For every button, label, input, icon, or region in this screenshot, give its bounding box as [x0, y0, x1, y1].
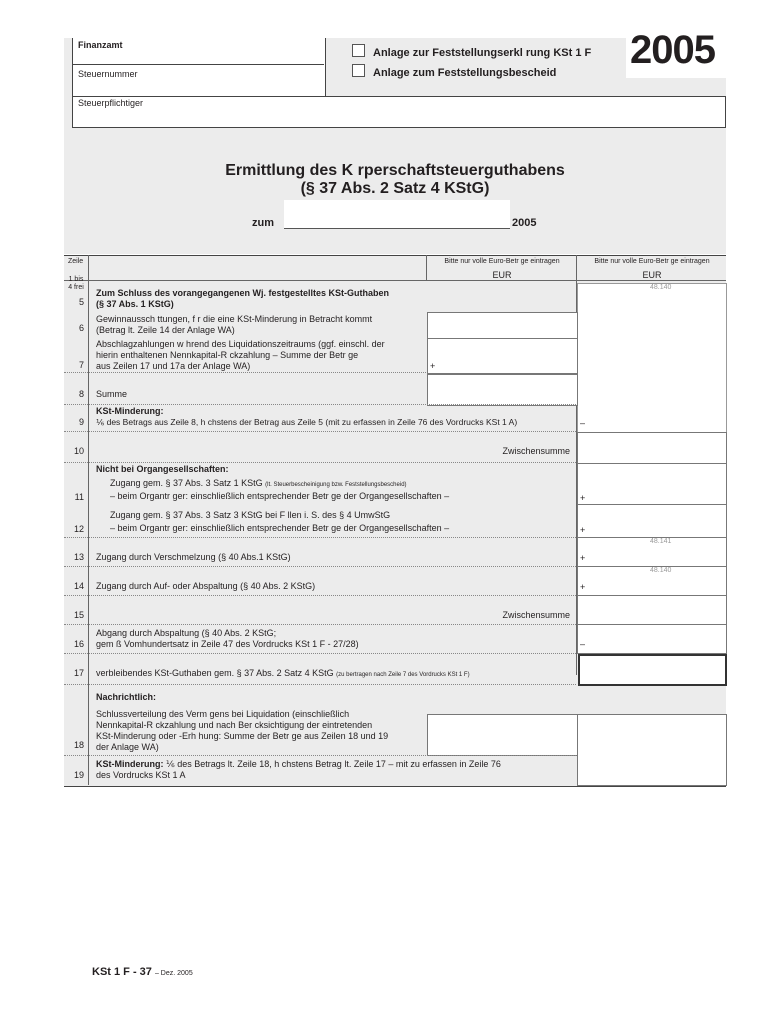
- line-18-amount-field[interactable]: [427, 714, 578, 756]
- line-14-plus: +: [580, 582, 586, 592]
- line-number-18: 18: [73, 740, 84, 750]
- row-separator: [64, 566, 576, 567]
- zum-year-label: 2005: [512, 217, 537, 229]
- col1-column-divider: [426, 255, 427, 280]
- header-divider: [72, 64, 324, 65]
- feststellungserklaerung-label: Anlage zur Feststellungserkl rung KSt 1 F: [373, 47, 592, 59]
- steuerpflichtiger-label: Steuerpflichtiger: [78, 98, 144, 108]
- line-8-amount-field[interactable]: [427, 374, 578, 406]
- form-code: [92, 966, 193, 978]
- line-number-5: 5: [78, 297, 84, 307]
- line-18-text-2: Nennkapital-R ckzahlung und nach Ber cksichtigung der eintretenden: [96, 720, 373, 730]
- line-5-text: Zum Schluss des vorangegangenen Wj. festgestelltes KSt-Guthaben: [96, 288, 390, 298]
- line-number-13: 13: [73, 552, 84, 562]
- finanzamt-label: Finanzamt: [78, 40, 123, 50]
- line-number-8: 8: [78, 389, 84, 399]
- line-7-text-2: hierin enthaltenen Nennkapital-R ckzahlung – Summe der Betr ge: [96, 350, 359, 360]
- kennzahl-48140-a: 48.140: [650, 284, 672, 291]
- line-9-text: KSt-Minderung:: [96, 406, 164, 416]
- form-code-label: KSt 1 F - 37: [92, 966, 152, 978]
- line-6-amount-field[interactable]: [427, 312, 578, 339]
- line-number-17: 17: [73, 668, 84, 678]
- line-16-amount-field[interactable]: [577, 624, 727, 654]
- line-16-minus: –: [580, 639, 586, 649]
- line-14-text: Zugang durch Auf- oder Abspaltung (§ 40 Abs. 2 KStG): [96, 581, 316, 591]
- line-9-text-2: ⅙ des Betrags aus Zeile 8, h chstens der Betrag aus Zeile 5 (mit zu erfassen in Zeile 76 des Vordrucks KSt 1 A): [96, 417, 518, 427]
- line-17-text-main: verbleibendes KSt-Guthaben gem. § 37 Abs. 2 Satz 4 KStG: [96, 668, 334, 678]
- line-11-heading: Nicht bei Organgesellschaften:: [96, 464, 229, 474]
- line-16-text: Abgang durch Abspaltung (§ 40 Abs. 2 KStG;: [96, 628, 277, 638]
- line-7-text-3: aus Zeilen 17 und 17a der Anlage WA): [96, 361, 251, 371]
- col1-eur: EUR: [492, 270, 512, 280]
- frei-label: 1 bis 4 frei: [68, 276, 84, 291]
- line-number-9: 9: [78, 417, 84, 427]
- line-11-text-small: (lt. Steuerbescheinigung bzw. Feststellungsbescheid): [265, 482, 407, 488]
- col2-eur: EUR: [642, 270, 662, 280]
- line-11-amount-field[interactable]: [577, 463, 727, 505]
- row-separator: [64, 653, 576, 654]
- row-separator: [64, 684, 576, 685]
- col2-hint: Bitte nur volle Euro-Betr ge eintragen: [594, 258, 710, 265]
- line-7-amount-field[interactable]: [427, 338, 578, 374]
- row-separator: [64, 462, 576, 463]
- form-title-line1: Ermittlung des K rperschaftsteuerguthabens: [225, 162, 565, 179]
- line-18-text-3: KSt-Minderung oder -Erh hung: Summe der Betr ge aus Zeilen 18 und 19: [96, 731, 389, 741]
- nachrichtlich-heading: Nachrichtlich:: [96, 692, 157, 702]
- col1-hint: Bitte nur volle Euro-Betr ge eintragen: [444, 258, 560, 265]
- line-5-amount-field[interactable]: [577, 283, 727, 433]
- line-19-text: KSt-Minderung: ⅙ des Betrags lt. Zeile 18, h chstens Betrag lt. Zeile 17 – mit zu erfassen in Zeile 76: [96, 759, 501, 769]
- line-11-text-main: Zugang gem. § 37 Abs. 3 Satz 1 KStG: [110, 478, 263, 488]
- line-number-12: 12: [73, 524, 84, 534]
- line-number-6: 6: [78, 323, 84, 333]
- line-9-minus: –: [580, 418, 586, 428]
- line-11-text: [110, 478, 407, 491]
- line-number-14: 14: [73, 581, 84, 591]
- feststellungsbescheid-label: Anlage zum Feststellungsbescheid: [373, 67, 557, 79]
- line-15-text: Zwischensumme: [502, 610, 570, 620]
- line-12-text-2: – beim Organtr ger: einschließlich entsprechender Betr ge der Organgesellschaften –: [110, 523, 450, 533]
- line-11-text-2: – beim Organtr ger: einschließlich entsprechender Betr ge der Organgesellschaften –: [110, 491, 450, 501]
- row-separator: [64, 404, 576, 405]
- date-field[interactable]: [284, 200, 510, 229]
- steuernummer-label: Steuernummer: [78, 69, 138, 79]
- year-label: 2005: [630, 28, 715, 72]
- row-separator: [64, 431, 576, 432]
- line-17-text-small: (zu bertragen nach Zeile 7 des Vordrucks KSt 1 F): [336, 672, 470, 678]
- row-separator: [64, 537, 576, 538]
- line-number-15: 15: [73, 610, 84, 620]
- line-number-16: 16: [73, 639, 84, 649]
- line-10-text: Zwischensumme: [502, 446, 570, 456]
- row-separator: [64, 624, 576, 625]
- row-separator: [64, 595, 576, 596]
- kennzahl-48140-b: 48.140: [650, 567, 672, 574]
- line-7-plus: +: [430, 361, 436, 371]
- form-title-line2: (§ 37 Abs. 2 Satz 4 KStG): [300, 180, 490, 197]
- line-10-amount-field[interactable]: [577, 432, 727, 464]
- line-12-text: Zugang gem. § 37 Abs. 3 Satz 3 KStG bei F llen i. S. des § 4 UmwStG: [110, 510, 391, 520]
- kennzahl-48141: 48.141: [650, 538, 672, 545]
- line-19-amount-field[interactable]: [577, 714, 727, 786]
- line-17-text: [96, 668, 470, 681]
- line-7-text: Abschlagzahlungen w hrend des Liquidationszeitraums (ggf. einschl. der: [96, 339, 385, 349]
- row-separator: [64, 755, 576, 756]
- line-18-text: Schlussverteilung des Verm gens bei Liquidation (einschließlich: [96, 709, 350, 719]
- line-6-text: Gewinnaussch ttungen, f r die eine KSt-Minderung in Betracht kommt: [96, 314, 373, 324]
- steuerpflichtiger-field[interactable]: [72, 96, 726, 128]
- line-12-plus: +: [580, 525, 586, 535]
- zeile-header: Zeile: [68, 258, 84, 265]
- line-number-10: 10: [73, 446, 84, 456]
- line-number-19: 19: [73, 770, 84, 780]
- line-13-plus: +: [580, 553, 586, 563]
- line-12-amount-field[interactable]: [577, 504, 727, 538]
- line-19-text-2: des Vordrucks KSt 1 A: [96, 770, 186, 780]
- line-5-text-2: (§ 37 Abs. 1 KStG): [96, 299, 174, 309]
- line-15-amount-field[interactable]: [577, 595, 727, 625]
- form-date: – Dez. 2005: [154, 970, 193, 977]
- row-separator: [64, 372, 426, 373]
- header-row-divider: [64, 280, 726, 281]
- zeile-column-divider: [88, 255, 89, 785]
- line-18-text-4: der Anlage WA): [96, 742, 159, 752]
- line-19-label-bold: [96, 759, 156, 770]
- line-16-text-2: gem ß Vomhundertsatz in Zeile 47 des Vordrucks KSt 1 F - 27/28): [96, 639, 359, 649]
- line-11-plus: +: [580, 493, 586, 503]
- line-19-bold-prefix: KSt-Minderung:: [96, 759, 164, 769]
- feststellungsbescheid-checkbox[interactable]: [352, 64, 365, 77]
- zum-label: zum: [252, 217, 274, 229]
- line-number-7: 7: [78, 360, 84, 370]
- line-6-text-2: (Betrag lt. Zeile 14 der Anlage WA): [96, 325, 235, 335]
- feststellungserklaerung-checkbox[interactable]: [352, 44, 365, 57]
- line-8-text: Summe: [96, 389, 128, 399]
- line-13-text: Zugang durch Verschmelzung (§ 40 Abs.1 KStG): [96, 552, 291, 562]
- line-number-11: 11: [74, 492, 84, 502]
- line-17-amount-field[interactable]: [578, 654, 727, 686]
